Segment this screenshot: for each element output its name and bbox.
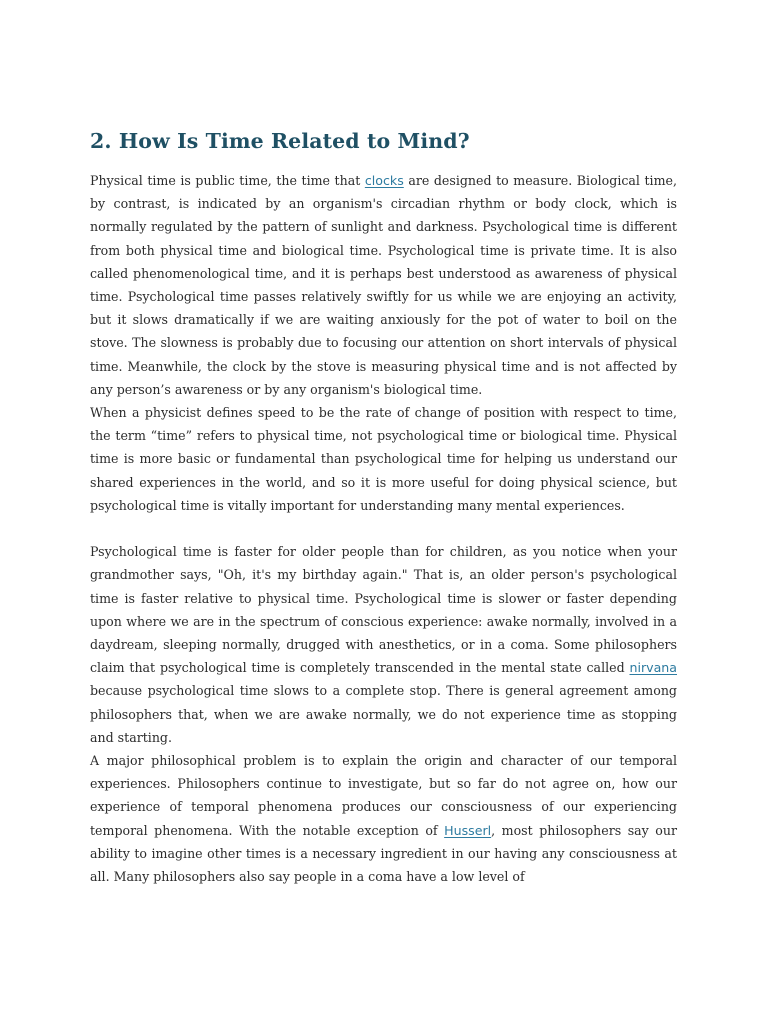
paragraph-1 xyxy=(90,169,677,401)
clocks-link[interactable]: clocks xyxy=(364,173,404,188)
paragraph-3-text-after: because psychological time slows to a complete stop. There is general agreement among philosophers that, when we are awake normally, we do not experience time as stopping and starting. xyxy=(90,683,677,745)
paragraph-1-text-after: are designed to measure. Biological time, by contrast, is indicated by an organism's circadian rhythm or body clock, which is normally regulated by the pattern of sunlight and darkness. Psychological time is different from both physical time and biological time. Psychological time is private time. It is also called phenomenological time, and it is perhaps best understood as awareness of physical time. Psychological time passes relatively swiftly for us while we are enjoying an activity, but it slows dramatically if we are waiting anxiously for the pot of water to boil on the stove. The slowness is probably due to focusing our attention on short intervals of physical time. Meanwhile, the clock by the stove is measuring physical time and is not affected by any person’s awareness or by any organism's biological time. xyxy=(90,173,677,397)
paragraph-4-text-before: A major philosophical problem is to explain the origin and character of our temporal experiences. Philosophers continue to investigate, but so far do not agree on, how our experience of temporal phenomena produces our consciousness of our experiencing temporal phenomena. With the notable exception of xyxy=(90,753,677,838)
paragraph-1-text-before: Physical time is public time, the time that xyxy=(90,173,365,188)
document-body xyxy=(90,169,677,888)
paragraph-3-text-before: Psychological time is faster for older people than for children, as you notice when your grandmother says, "Oh, it's my birthday again." That is, an older person's psychological time is faster relative to physical time. Psychological time is slower or faster depending upon where we are in the spectrum of conscious experience: awake normally, involved in a daydream, sleeping normally, drugged with anesthetics, or in a coma. Some philosophers claim that psychological time is completely transcended in the mental state called xyxy=(90,544,677,676)
paragraph-4 xyxy=(90,749,677,888)
husserl-link[interactable]: Husserl xyxy=(444,822,492,838)
section-heading: 2. How Is Time Related to Mind? xyxy=(90,129,470,153)
paragraph-3 xyxy=(90,540,677,749)
nirvana-link[interactable]: nirvana xyxy=(629,660,677,676)
paragraph-4-text-after: , most philosophers say our ability to imagine other times is a necessary ingredient in our having any consciousness at all. Many philosophers also say people in a coma have a low level of xyxy=(90,822,678,885)
paragraph-2: When a physicist defines speed to be the rate of change of position with respect to time, the term “time” refers to physical time, not psychological time or biological time. Physical time is more basic or fundamental than psychological time for helping us understand our shared experiences in the world, and so it is more useful for doing physical science, but psychological time is vitally important for understanding many mental experiences. xyxy=(90,405,677,513)
